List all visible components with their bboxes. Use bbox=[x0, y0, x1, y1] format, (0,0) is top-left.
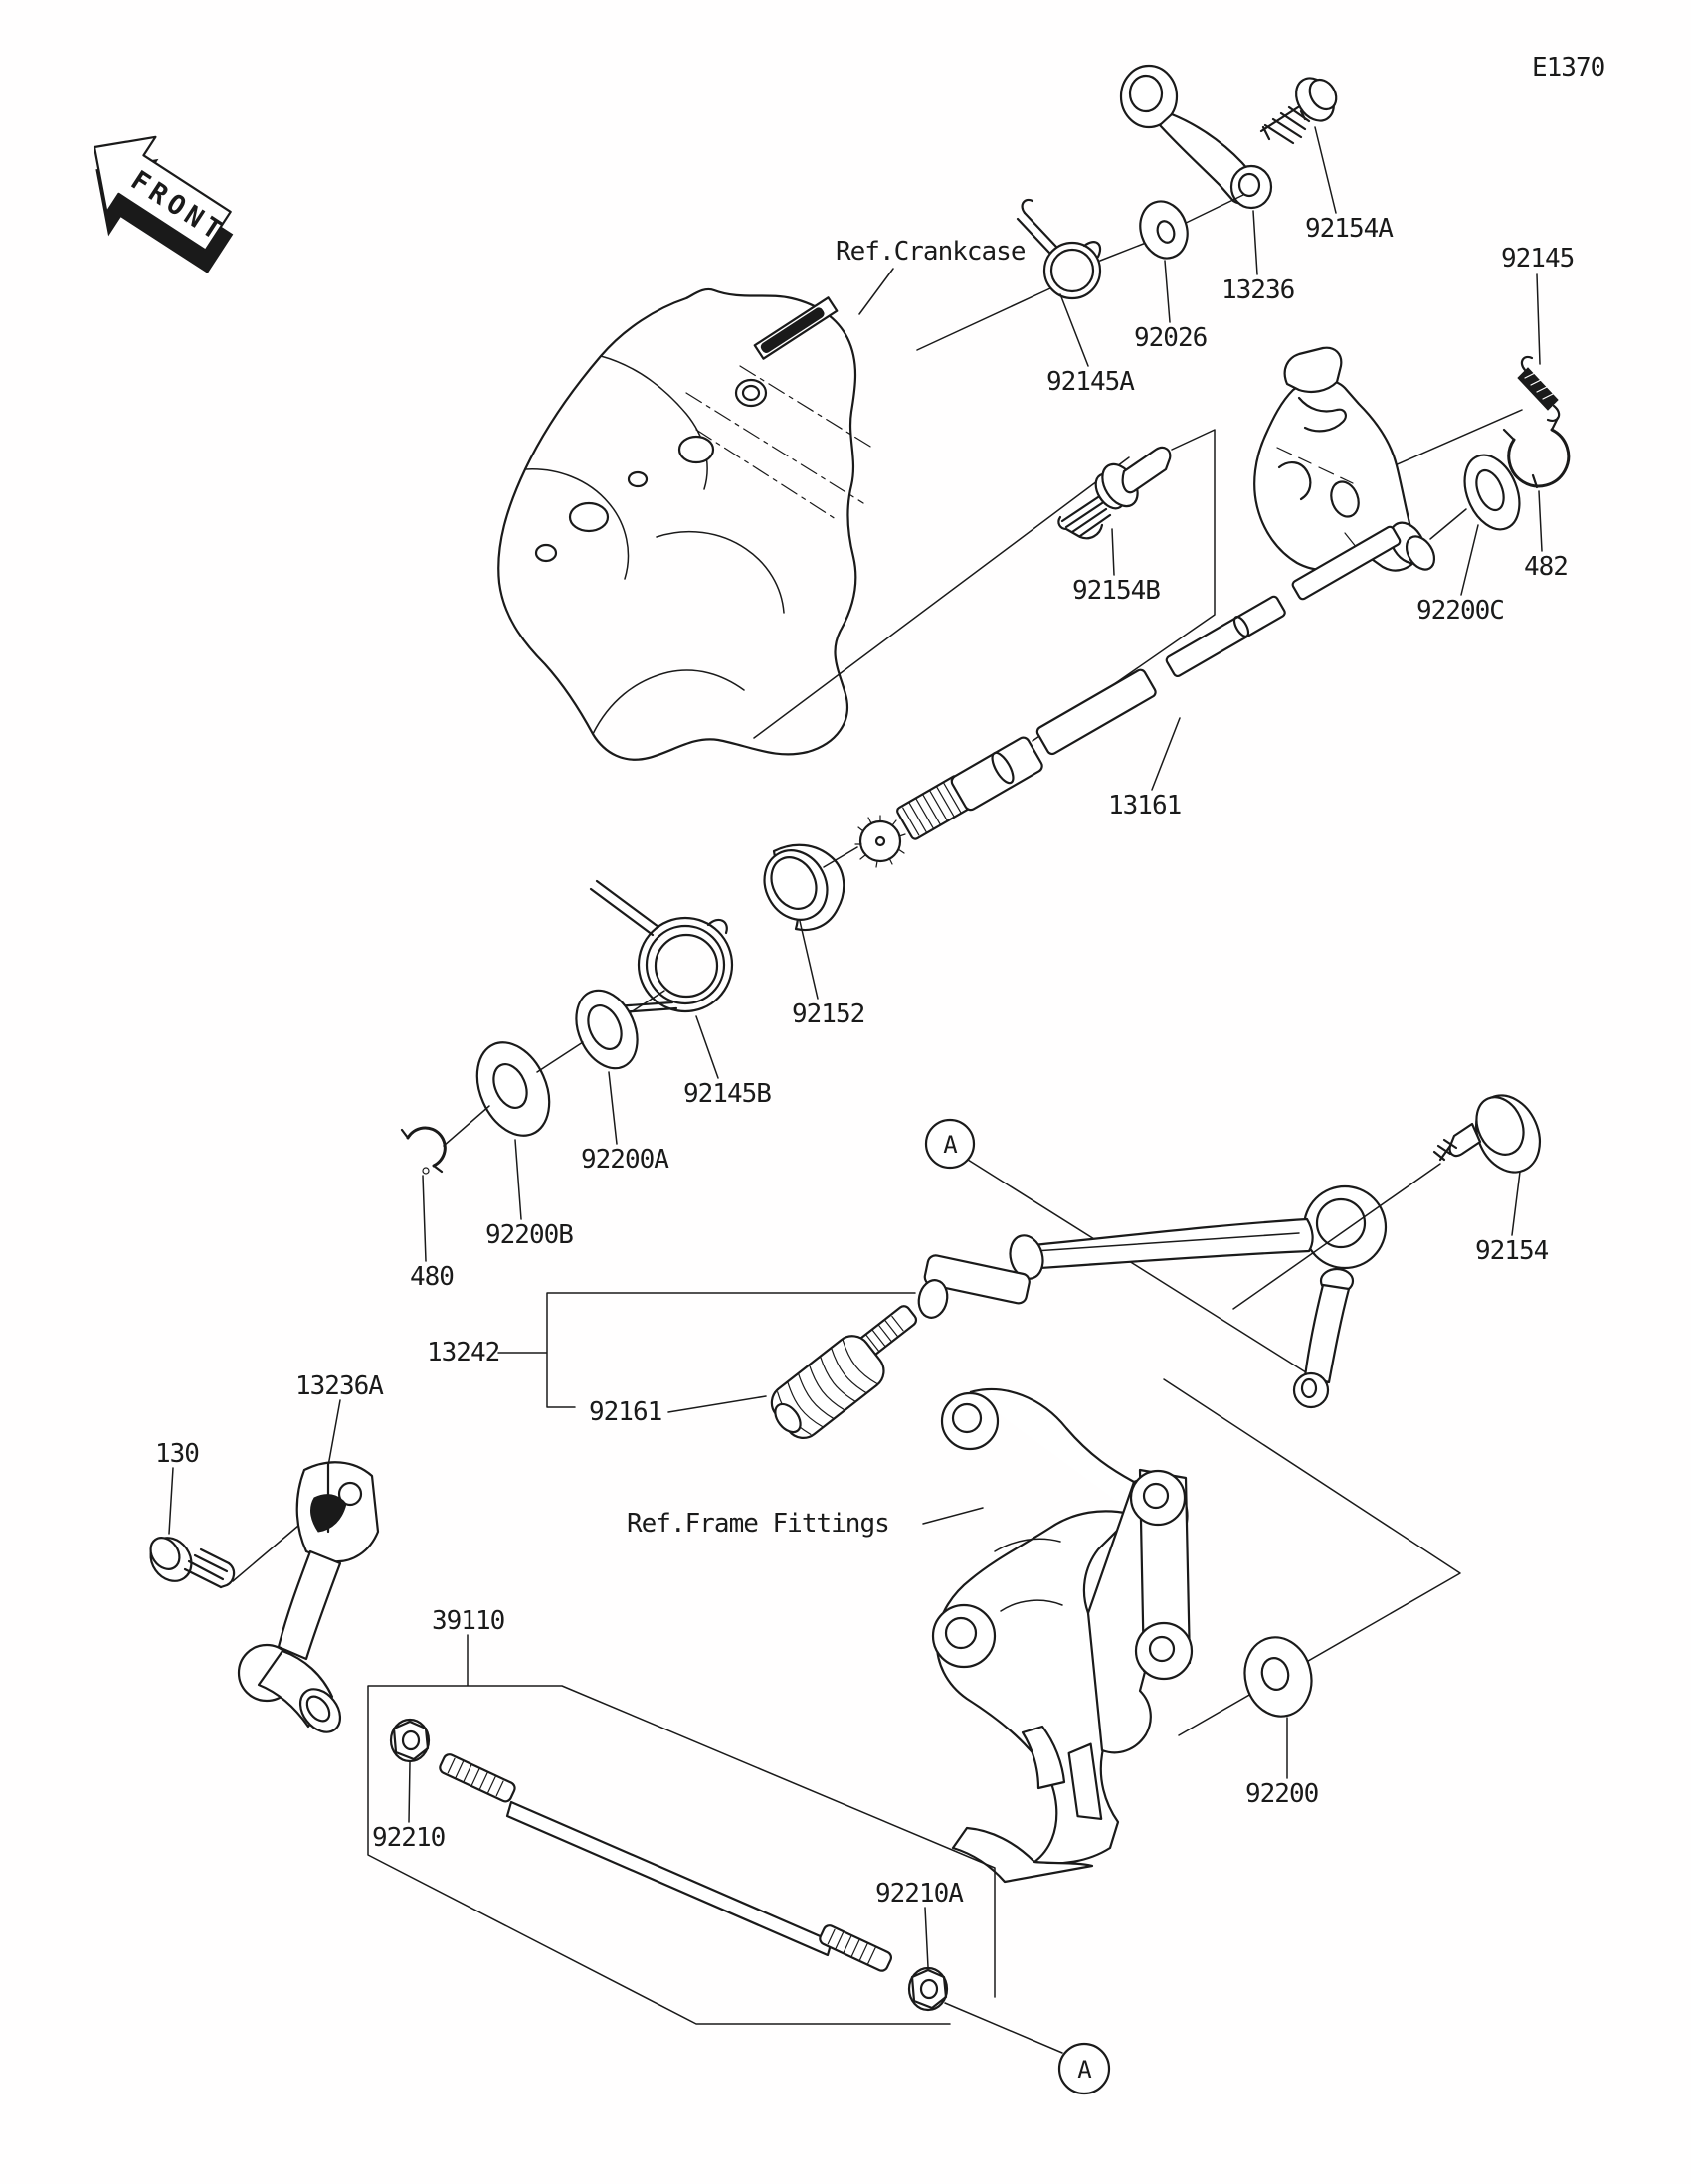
leader-92152 bbox=[800, 921, 818, 999]
label-13236: 13236 bbox=[1221, 275, 1295, 305]
washer-92200b bbox=[464, 1031, 563, 1147]
detail-marker-a-upper bbox=[926, 1120, 974, 1168]
crankcase-hatched-slot bbox=[755, 297, 838, 358]
circlip-480 bbox=[402, 1128, 445, 1174]
washer-92200 bbox=[1236, 1630, 1319, 1724]
washer-92200a bbox=[565, 981, 650, 1078]
label-92026: 92026 bbox=[1134, 323, 1208, 353]
ref-frame-fittings-label: Ref.Frame Fittings bbox=[627, 1509, 889, 1539]
washer-92026 bbox=[1133, 195, 1195, 264]
label-92152: 92152 bbox=[792, 1000, 865, 1029]
tie-rod-39110 bbox=[438, 1752, 893, 1972]
front-label: FRONT bbox=[125, 165, 232, 249]
gear-pedal-13242 bbox=[853, 1186, 1386, 1407]
ref-crankcase-label: Ref.Crankcase bbox=[836, 237, 1026, 267]
label-92161: 92161 bbox=[589, 1397, 662, 1427]
label-130: 130 bbox=[155, 1439, 199, 1469]
frame-fitting-bracket bbox=[933, 1389, 1192, 1882]
e-clip-482 bbox=[1504, 418, 1569, 487]
label-92200a: 92200A bbox=[581, 1145, 668, 1175]
leader-92145a bbox=[1060, 294, 1088, 366]
leader-92200c bbox=[1461, 525, 1478, 595]
label-92154b: 92154B bbox=[1072, 576, 1160, 606]
label-92145: 92145 bbox=[1501, 244, 1575, 273]
shift-lever-13236a bbox=[239, 1462, 378, 1739]
label-13236a: 13236A bbox=[295, 1371, 383, 1401]
label-92154: 92154 bbox=[1475, 1236, 1549, 1266]
leader-marker-a-lower bbox=[945, 2003, 1062, 2053]
label-92154a: 92154A bbox=[1305, 214, 1393, 244]
label-13242: 13242 bbox=[427, 1338, 500, 1367]
svg-text:A: A bbox=[943, 1131, 957, 1159]
leader-13236 bbox=[1253, 211, 1257, 274]
leader-92161 bbox=[668, 1396, 766, 1412]
bolt-92154 bbox=[1434, 1085, 1552, 1182]
leader-92145b bbox=[696, 1016, 718, 1078]
svg-text:A: A bbox=[1077, 2056, 1091, 2084]
spring-92145a-case-line bbox=[917, 288, 1050, 350]
leader-130 bbox=[169, 1468, 173, 1534]
label-13161: 13161 bbox=[1108, 791, 1182, 820]
torsion-spring-92145a bbox=[1018, 200, 1100, 298]
detail-marker-a-lower bbox=[1059, 2044, 1109, 2093]
page-code: E1370 bbox=[1532, 53, 1605, 83]
nut-92210 bbox=[391, 1720, 429, 1761]
leader-92154a bbox=[1315, 127, 1336, 213]
label-92200b: 92200B bbox=[485, 1220, 573, 1250]
label-92210a: 92210A bbox=[875, 1879, 963, 1909]
collar-92152 bbox=[753, 839, 845, 931]
extension-spring-92145 bbox=[1518, 357, 1559, 421]
leader-92210 bbox=[409, 1762, 410, 1822]
label-92145a: 92145A bbox=[1046, 367, 1134, 397]
label-480: 480 bbox=[410, 1262, 454, 1292]
leader-92154b bbox=[1112, 529, 1114, 575]
leader-480 bbox=[423, 1176, 426, 1261]
bolt-92154b bbox=[1058, 448, 1170, 538]
leader-92200a bbox=[609, 1072, 617, 1144]
ref-frame-fittings-leader bbox=[923, 1508, 983, 1524]
washer-92200c-axis bbox=[1430, 509, 1466, 539]
leader-92154 bbox=[1512, 1172, 1520, 1235]
label-39110: 39110 bbox=[432, 1606, 505, 1636]
leader-92026 bbox=[1165, 261, 1170, 322]
label-92200c: 92200C bbox=[1416, 596, 1504, 626]
label-482: 482 bbox=[1524, 552, 1568, 582]
leader-482 bbox=[1539, 491, 1542, 551]
leader-13161 bbox=[1152, 718, 1180, 790]
front-direction-arrow bbox=[59, 112, 254, 291]
screw-92154a bbox=[1261, 71, 1342, 143]
label-92145b: 92145B bbox=[683, 1079, 771, 1109]
nut-92210a bbox=[909, 1968, 947, 2010]
leader-92210a bbox=[925, 1908, 928, 1967]
leader-92145 bbox=[1537, 274, 1540, 364]
ref-crankcase-leader bbox=[859, 269, 893, 314]
bolt-130 bbox=[142, 1530, 234, 1588]
washer-92200c bbox=[1454, 447, 1530, 537]
shift-lever-13236 bbox=[1121, 66, 1271, 208]
bracket-39110 bbox=[368, 1635, 995, 2024]
leader-13236a bbox=[328, 1400, 340, 1466]
leader-92200b bbox=[515, 1140, 521, 1219]
label-92210: 92210 bbox=[372, 1823, 446, 1853]
bolt-130-axis bbox=[233, 1526, 298, 1581]
shift-mechanism-arm bbox=[1254, 348, 1440, 575]
label-92200: 92200 bbox=[1245, 1779, 1319, 1809]
